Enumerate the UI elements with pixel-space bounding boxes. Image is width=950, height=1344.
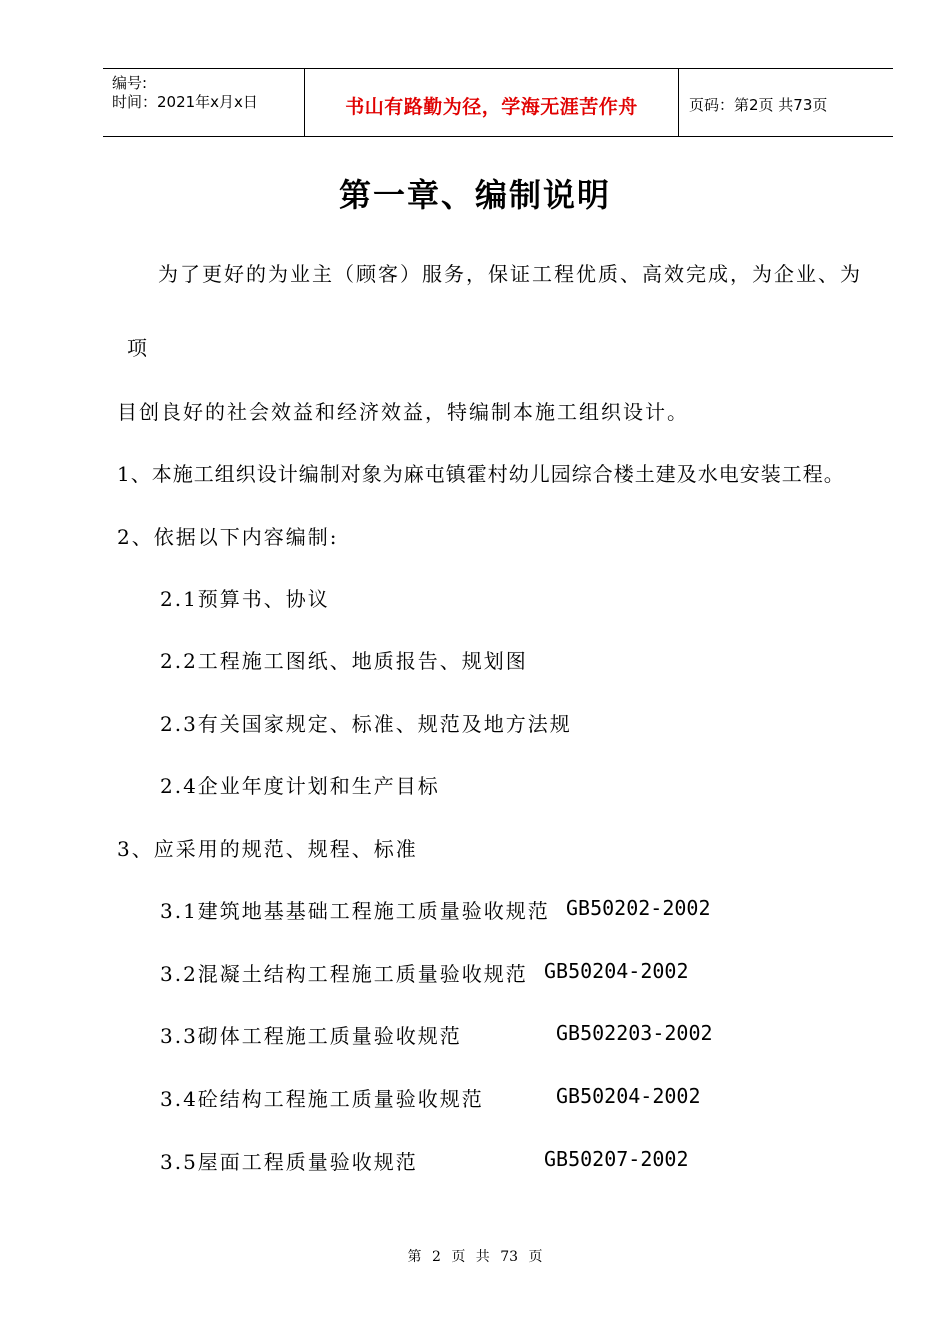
footer-ye: 页 [451,1249,466,1265]
footer-total-pages: 73 [500,1249,519,1265]
item-3-heading: 3、应采用的规范、规程、标准 [117,837,418,861]
header-page-number: 页码：第2页 共73页 [689,96,828,114]
item-2-heading: 2、依据以下内容编制: [117,525,339,549]
footer-di: 第 [407,1249,422,1265]
item-3-sub-3: 3.3砌体工程施工质量验收规范 [160,1024,462,1048]
item-3-sub-1-code: GB50202-2002 [566,896,711,920]
item-3-sub-4: 3.4砼结构工程施工质量验收规范 [160,1087,484,1111]
header-meta-cell [103,69,305,136]
page-footer [0,1246,950,1266]
footer-page-number: 2 [431,1249,441,1265]
document-date-label: 时间：2021年x月x日 [112,93,258,111]
chapter-title: 第一章、编制说明 [338,176,611,214]
item-2-sub-1: 2.1预算书、协议 [160,587,330,611]
item-3-sub-1: 3.1建筑地基基础工程施工质量验收规范 [160,899,550,923]
page-header [103,68,893,137]
item-2-sub-2: 2.2工程施工图纸、地质报告、规划图 [160,649,528,673]
header-motto: 书山有路勤为径，学海无涯苦作舟 [345,96,638,118]
header-motto-cell [305,69,679,136]
item-3-sub-3-code: GB502203-2002 [556,1021,713,1045]
header-page-cell [679,69,893,136]
item-3-sub-5-code: GB50207-2002 [544,1147,689,1171]
item-2-sub-3: 2.3有关国家规定、标准、规范及地方法规 [160,712,572,736]
footer-ye-2: 页 [528,1249,543,1265]
item-3-sub-2: 3.2混凝土结构工程施工质量验收规范 [160,962,528,986]
intro-line-3: 目创良好的社会效益和经济效益，特编制本施工组织设计。 [117,400,689,424]
document-code-label: 编号: [112,74,148,92]
footer-gong: 共 [475,1249,490,1265]
item-3-sub-4-code: GB50204-2002 [556,1084,701,1108]
intro-line-2: 项 [127,336,149,360]
intro-line-1: 为了更好的为业主（顾客）服务，保证工程优质、高效完成，为企业、为 [158,262,862,286]
item-1: 1、本施工组织设计编制对象为麻屯镇霍村幼儿园综合楼土建及水电安装工程。 [117,462,845,486]
item-3-sub-5: 3.5屋面工程质量验收规范 [160,1150,418,1174]
item-2-sub-4: 2.4企业年度计划和生产目标 [160,774,440,798]
item-3-sub-2-code: GB50204-2002 [544,959,689,983]
